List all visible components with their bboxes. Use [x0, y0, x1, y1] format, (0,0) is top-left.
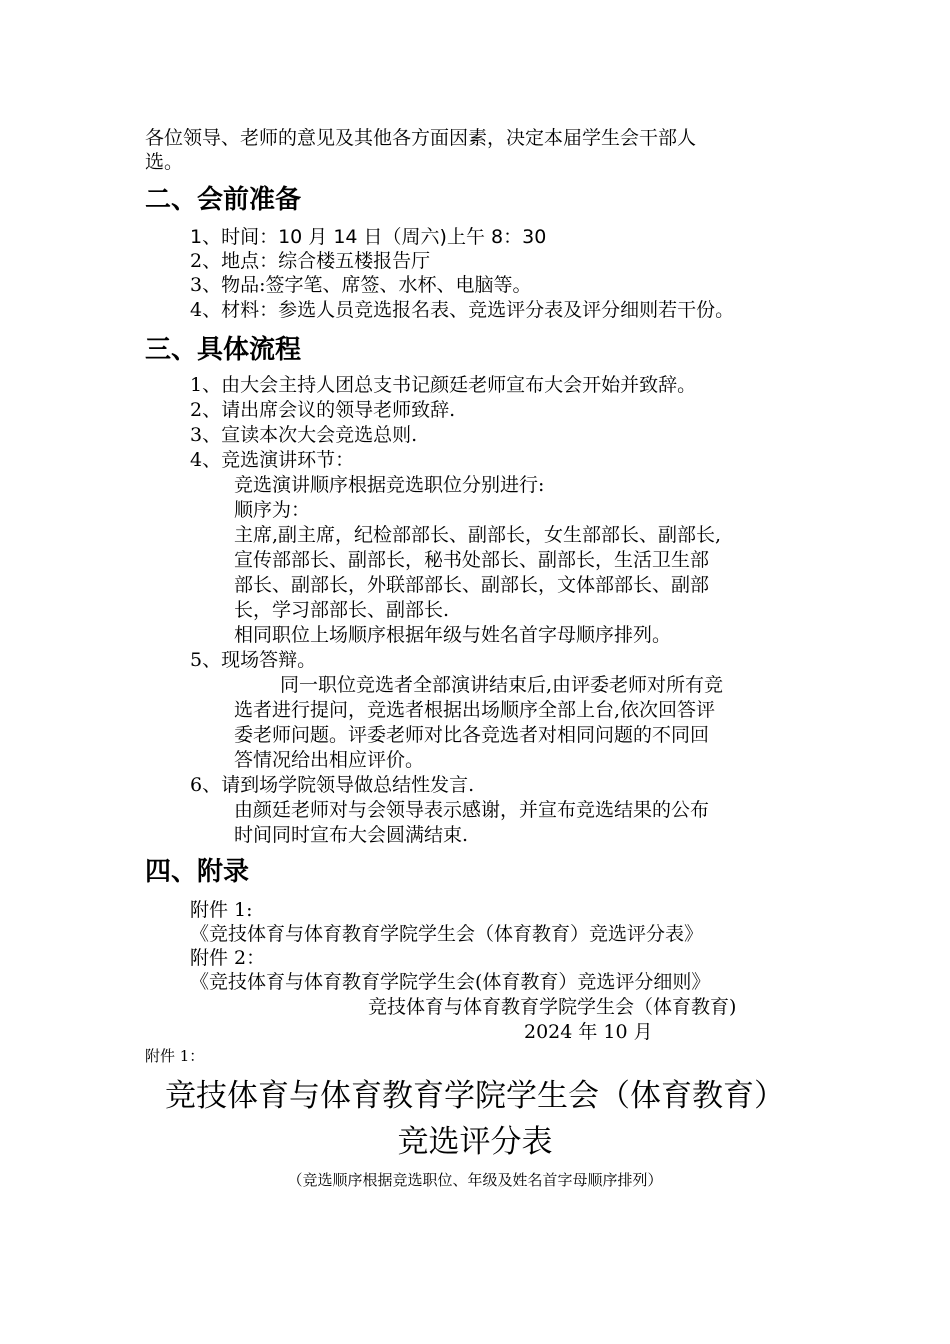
qa-text-line: 同一职位竞选者全部演讲结束后,由评委老师对所有竞	[280, 674, 724, 696]
procedure-item-1: 1、由大会主持人团总支书记颜廷老师宣布大会开始并致辞。	[190, 374, 697, 396]
procedure-item-6: 6、请到场学院领导做总结性发言.	[190, 774, 475, 796]
procedure-item-3: 3、宣读本次大会竞选总则.	[190, 424, 418, 446]
speech-order-line: 部长、副部长，外联部部长、副部长，文体部部长、副部	[234, 574, 710, 596]
speech-order-note: 相同职位上场顺序根据年级与姓名首字母顺序排列。	[234, 624, 672, 646]
section-heading-procedure: 三、具体流程	[145, 335, 302, 365]
qa-text-line: 选者进行提问，竞选者根据出场顺序全部上台,依次回答评	[234, 699, 716, 721]
prep-item-location: 2、地点：综合楼五楼报告厅	[190, 250, 431, 272]
section-heading-preparation: 二、会前准备	[145, 185, 302, 215]
speech-order-line: 长，学习部部长、副部长.	[234, 599, 450, 621]
section-heading-appendix: 四、附录	[145, 857, 250, 887]
speech-order-line: 主席,副主席，纪检部部长、副部长，女生部部长、副部长,	[234, 524, 722, 546]
appendix-subtitle: （竞选顺序根据竞选职位、年级及姓名首字母顺序排列）	[287, 1171, 663, 1189]
speech-order-intro: 竞选演讲顺序根据竞选职位分别进行:	[234, 474, 545, 496]
prep-item-time: 1、时间：10 月 14 日（周六)上午 8：30	[190, 226, 547, 248]
procedure-item-4: 4、竞选演讲环节：	[190, 449, 355, 471]
speech-order-line: 宣传部部长、副部长，秘书处部长、副部长，生活卫生部	[234, 549, 710, 571]
attachment-2-label: 附件 2：	[190, 947, 266, 969]
prep-item-supplies: 3、物品:签字笔、席签、水杯、电脑等。	[190, 274, 532, 296]
qa-text-line: 答情况给出相应评价。	[234, 749, 425, 771]
prep-item-materials: 4、材料：参选人员竞选报名表、竞选评分表及评分细则若干份。	[190, 299, 735, 321]
intro-line-1: 各位领导、老师的意见及其他各方面因素，决定本届学生会干部人	[145, 127, 697, 149]
speech-order-label: 顺序为：	[234, 499, 311, 521]
appendix-label: 附件 1：	[145, 1047, 205, 1065]
appendix-title-line-1: 竞技体育与体育教育学院学生会（体育教育）	[165, 1078, 785, 1114]
attachment-2-title: 《竞技体育与体育教育学院学生会(体育教育）竞选评分细则》	[190, 971, 711, 993]
qa-text-line: 委老师问题。评委老师对比各竞选者对相同问题的不同回	[234, 724, 710, 746]
closing-text-line: 时间同时宣布大会圆满结束.	[234, 824, 469, 846]
signature-date: 2024 年 10 月	[524, 1021, 653, 1043]
attachment-1-label: 附件 1:	[190, 899, 253, 921]
closing-text-line: 由颜廷老师对与会领导表示感谢，并宣布竞选结果的公布	[234, 799, 710, 821]
signature-organization: 竞技体育与体育教育学院学生会（体育教育)	[368, 996, 737, 1018]
procedure-item-5: 5、现场答辩。	[190, 649, 317, 671]
attachment-1-title: 《竞技体育与体育教育学院学生会（体育教育）竞选评分表》	[190, 923, 704, 945]
appendix-title-line-2: 竞选评分表	[397, 1124, 553, 1160]
procedure-item-2: 2、请出席会议的领导老师致辞.	[190, 399, 456, 421]
intro-line-2: 选。	[145, 151, 184, 173]
